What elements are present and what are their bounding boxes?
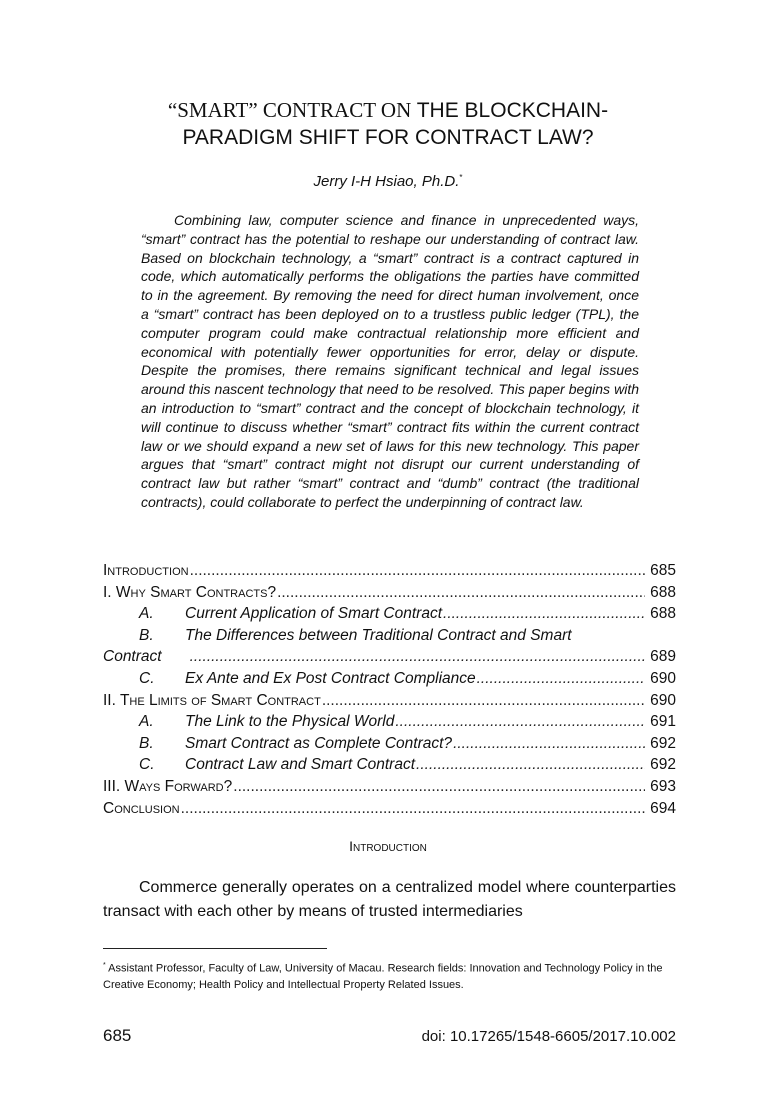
toc-page: 691 [650,713,676,731]
footnote-mark: * [103,962,106,969]
toc-page: 690 [650,669,676,687]
toc-label: The Link to the Physical World [185,713,395,731]
toc-entry-differences-line2[interactable] [103,646,676,668]
toc-letter: B. [139,734,154,752]
toc-entry-contract-law[interactable] [103,754,676,776]
title-line2: PARADIGM SHIFT FOR CONTRACT LAW? [182,126,594,149]
toc-label: Conclusion [103,799,180,817]
toc-leader [477,668,645,690]
footnote-text: Assistant Professor, Faculty of Law, University of Macau. Research fields: Innovation and Technology Policy in the Creative Economy; Health Policy and Intellectual Property Related Issues. [103,962,663,991]
toc-label: Contract Law and Smart Contract [185,756,416,774]
toc-entry-ways-forward[interactable] [103,776,676,798]
toc-letter: A. [139,713,154,731]
toc-page: 688 [650,605,676,623]
toc-letter: C. [139,756,155,774]
title-line1-sans: THE BLOCKCHAIN- [411,99,609,122]
toc-entry-why-smart-contracts[interactable] [103,582,676,604]
page-number: 685 [103,1026,132,1045]
toc-page: 692 [650,734,676,752]
section-heading: Introduction [349,838,427,854]
toc-label: The Differences between Traditional Contract and Smart [185,626,572,644]
toc-letter: A. [139,605,154,623]
toc-page: 693 [650,777,676,795]
toc-entry-conclusion[interactable] [103,798,676,820]
toc-label: Current Application of Smart Contract [185,605,443,623]
toc-entry-complete-contract[interactable] [103,733,676,755]
toc-letter: C. [139,669,155,687]
toc-leader [181,798,645,820]
toc-leader [190,560,645,582]
toc-page: 689 [650,648,676,666]
toc-leader [453,733,645,755]
toc-entry-differences-line1[interactable] [103,625,676,647]
toc-leader [277,582,645,604]
toc-label: Contract [103,648,162,666]
toc-label: II. The Limits of Smart Contract [103,691,321,709]
toc-label: I. Why Smart Contracts? [103,583,277,601]
toc-entry-introduction[interactable] [103,560,676,582]
toc-label: Introduction [103,562,189,579]
toc-leader [395,711,645,733]
toc-page: 688 [650,583,676,601]
toc-entry-limits[interactable] [103,690,676,712]
toc-page: 690 [650,691,676,709]
body-paragraph: Commerce generally operates on a centralized model where counterparties transact with each other by means of trusted intermediaries [103,879,676,920]
toc-label: Smart Contract as Complete Contract? [185,734,453,752]
toc-label: III. Ways Forward? [103,777,233,795]
toc-entry-ex-ante[interactable] [103,668,676,690]
toc-letter: B. [139,626,154,644]
abstract: Combining law, computer science and finance in unprecedented ways, “smart” contract has the potential to reshape our understanding of contract law. Based on blockchain technology, a “smart” contract is a contract captured in code, which automatically performs the obligations the parties have committed to in the agreement. By removing the need for direct human involvement, once a “smart” contract has been deployed on to a trustless public ledger (TPL), the computer program could make contractual relationship more efficient and economical with potentially fewer opportunities for error, delay or dispute. Despite the promises, there remains significant technical and legal issues around this nascent technology that need to be resolved. This paper begins with an introduction to “smart” contract and the concept of blockchain technology, it will continue to discuss whether “smart” contract fits within the current contract law or we should expand a new set of laws for this new technology. This paper argues that “smart” contract might not disrupt our current understanding of contract law but rather “smart” contract and “dumb” contract (the traditional contracts), could collaborate to perfect the underpinning of contract law. [141,212,639,510]
toc-leader [416,754,645,776]
footnote [103,958,676,993]
doi: doi: 10.17265/1548-6605/2017.10.002 [421,1028,676,1045]
toc-leader [322,690,645,712]
paper-title [100,97,676,151]
toc-entry-physical-world[interactable] [103,711,676,733]
author-footnote-mark: * [459,173,463,182]
toc-label: Ex Ante and Ex Post Contract Compliance [185,669,476,687]
toc-page: 685 [650,562,676,579]
toc-leader [233,776,645,798]
author-name: Jerry I-H Hsiao, Ph.D. [313,173,460,190]
toc-leader [190,646,645,668]
toc-page: 694 [650,799,676,817]
author-line [100,173,676,190]
toc-entry-current-application[interactable] [103,603,676,625]
footnote-divider [103,948,327,949]
title-line1-serif: “SMART” CONTRACT ON [167,98,412,122]
table-of-contents [103,560,676,819]
toc-page: 692 [650,756,676,774]
toc-leader [443,603,645,625]
